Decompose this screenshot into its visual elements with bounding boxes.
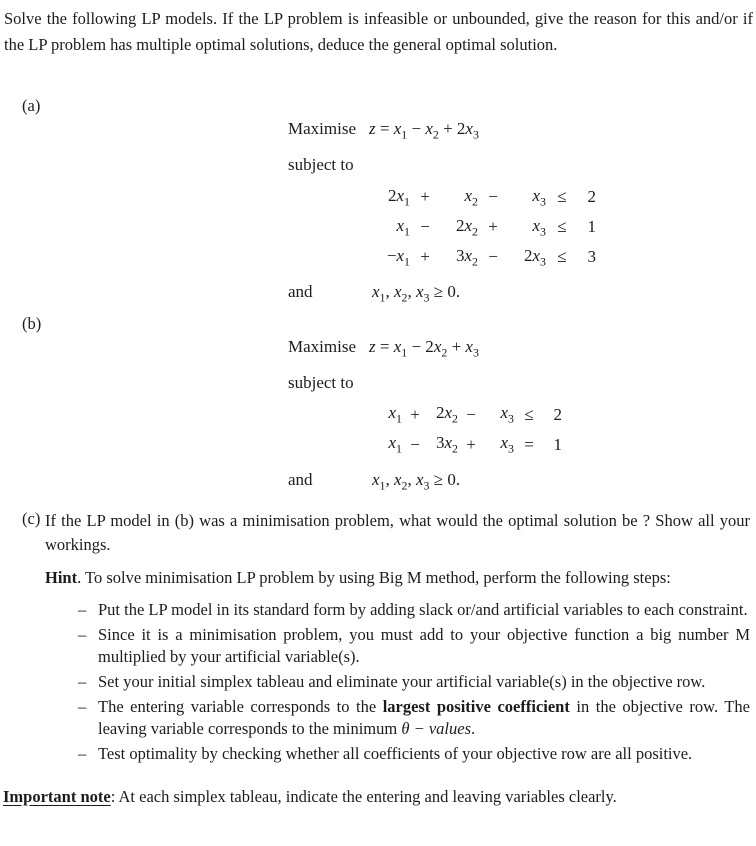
- constraint-cell: $3x_2$: [436, 433, 458, 456]
- constraint-row: [372, 400, 562, 430]
- constraint-cell: −: [410, 435, 420, 455]
- important-note-rest: : At each simplex tableau, indicate the entering and leaving variables clearly.: [110, 786, 617, 806]
- bullet-text: Set your initial simplex tableau and eliminate your artificial variable(s) in the objective row.: [98, 671, 706, 691]
- constraint-cell: ≤: [557, 187, 567, 207]
- maximise-word-a: Maximise: [288, 119, 356, 138]
- constraint-cell: 1: [553, 435, 562, 455]
- hint-lead: Hint: [45, 567, 78, 587]
- hint-bullet: [78, 743, 750, 765]
- constraint-cell: =: [524, 435, 534, 455]
- constraint-cell: $2x_2$: [436, 403, 458, 426]
- bullet-dash: –: [78, 599, 87, 619]
- constraint-cell: ≤: [557, 217, 567, 237]
- constraint-cell: $x_1$: [388, 433, 402, 456]
- maximise-word-b: Maximise: [288, 336, 356, 356]
- constraint-cell: $2x_1$: [388, 185, 410, 209]
- constraint-cell: $x_3$: [500, 403, 514, 426]
- subject-to-b: subject to: [288, 373, 354, 393]
- part-c-question: If the LP model in (b) was a minimisation problem, what would the optimal solution be ? Show all your workings.: [45, 510, 750, 554]
- constraint-cell: +: [410, 405, 420, 425]
- constraint-cell: −: [488, 247, 498, 267]
- constraint-cell: 2: [553, 405, 562, 425]
- constraint-cell: 2: [587, 187, 596, 207]
- constraint-row: [372, 182, 596, 212]
- constraints-a: [372, 182, 596, 272]
- constraint-cell: ≤: [557, 247, 567, 267]
- constraint-cell: −: [466, 405, 476, 425]
- constraint-cell: $2x_2$: [456, 215, 478, 239]
- constraint-cell: +: [488, 217, 498, 237]
- constraint-cell: −: [420, 217, 430, 237]
- document-page: [0, 6, 756, 846]
- part-c: [0, 509, 756, 765]
- nonneg-row-b: [288, 470, 756, 495]
- constraint-row: [372, 430, 562, 460]
- part-c-label: (c): [22, 508, 41, 528]
- problem-b-label: (b): [22, 313, 42, 333]
- constraint-cell: $x_3$: [500, 433, 514, 456]
- bullet-dash: –: [78, 624, 87, 644]
- constraint-cell: +: [420, 187, 430, 207]
- constraint-cell: $x_1$: [388, 403, 402, 426]
- and-word-b: and: [288, 470, 313, 490]
- problem-a: [0, 96, 756, 308]
- part-c-content: [45, 509, 750, 765]
- hint-bullet: [78, 696, 750, 740]
- constraint-cell: $3x_2$: [456, 245, 478, 269]
- objective-row-a: [288, 119, 756, 144]
- constraints-b: [372, 400, 562, 460]
- hint-bullet: [78, 599, 750, 621]
- constraint-cell: +: [420, 247, 430, 267]
- subject-to-a: subject to: [288, 155, 354, 175]
- hint-rest: . To solve minimisation LP problem by using Big M method, perform the following steps:: [77, 567, 671, 587]
- constraint-cell: $x_2$: [464, 185, 478, 209]
- bullet-text: Test optimality by checking whether all coefficients of your objective row are all positive.: [98, 743, 693, 763]
- problem-a-model: [288, 96, 756, 308]
- bullet-text: Since it is a minimisation problem, you must add to your objective function a big number M multiplied by your artificial variable(s).: [98, 624, 750, 666]
- constraint-cell: $-x_1$: [386, 245, 410, 269]
- bullet-dash: –: [78, 671, 87, 691]
- objective-expression-a: $z = x_1 - x_2 + 2x_3$: [369, 119, 479, 142]
- hint-bullet: [78, 671, 750, 693]
- objective-expression-b: $z = x_1 - 2x_2 + x_3$: [369, 336, 479, 360]
- constraint-cell: 3: [587, 247, 596, 267]
- hint-steps-list: [45, 599, 750, 765]
- important-note: [3, 785, 753, 809]
- constraint-cell: $x_3$: [532, 215, 546, 239]
- problem-b: [0, 314, 756, 496]
- hint-paragraph: [45, 566, 750, 590]
- constraint-cell: 1: [587, 217, 596, 237]
- nonneg-condition-b: $x_1$, $x_2$, $x_3 \ge 0$.: [372, 470, 461, 493]
- bullet-text: The entering variable corresponds to the largest positive coefficient in the objective row. The leaving variable corresponds to the minimum θ − values.: [98, 696, 750, 738]
- constraint-cell: ≤: [524, 405, 534, 425]
- nonneg-condition-a: $x_1$, $x_2$, $x_3 \ge 0$.: [372, 282, 461, 305]
- constraint-row: [372, 212, 596, 242]
- constraint-cell: $2x_3$: [524, 245, 546, 269]
- bullet-dash: –: [78, 696, 87, 716]
- constraint-cell: +: [466, 435, 476, 455]
- nonneg-row-a: [288, 282, 756, 307]
- constraint-cell: $x_3$: [532, 185, 546, 209]
- bullet-dash: –: [78, 743, 87, 763]
- objective-row-b: [288, 337, 756, 362]
- hint-bullet: [78, 624, 750, 668]
- constraint-row: [372, 242, 596, 272]
- important-note-lead: Important note: [3, 786, 111, 806]
- and-word-a: and: [288, 282, 313, 302]
- bullet-text: Put the LP model in its standard form by adding slack or/and artificial variables to each constraint.: [98, 599, 748, 619]
- problem-b-model: [288, 314, 756, 496]
- problem-a-label: (a): [22, 96, 41, 115]
- constraint-cell: $x_1$: [396, 215, 410, 239]
- intro-paragraph: Solve the following LP models. If the LP problem is infeasible or unbounded, give the reason for this and/or if the LP problem has multiple optimal solutions, deduce the general optimal solution.: [4, 9, 753, 54]
- constraint-cell: −: [488, 187, 498, 207]
